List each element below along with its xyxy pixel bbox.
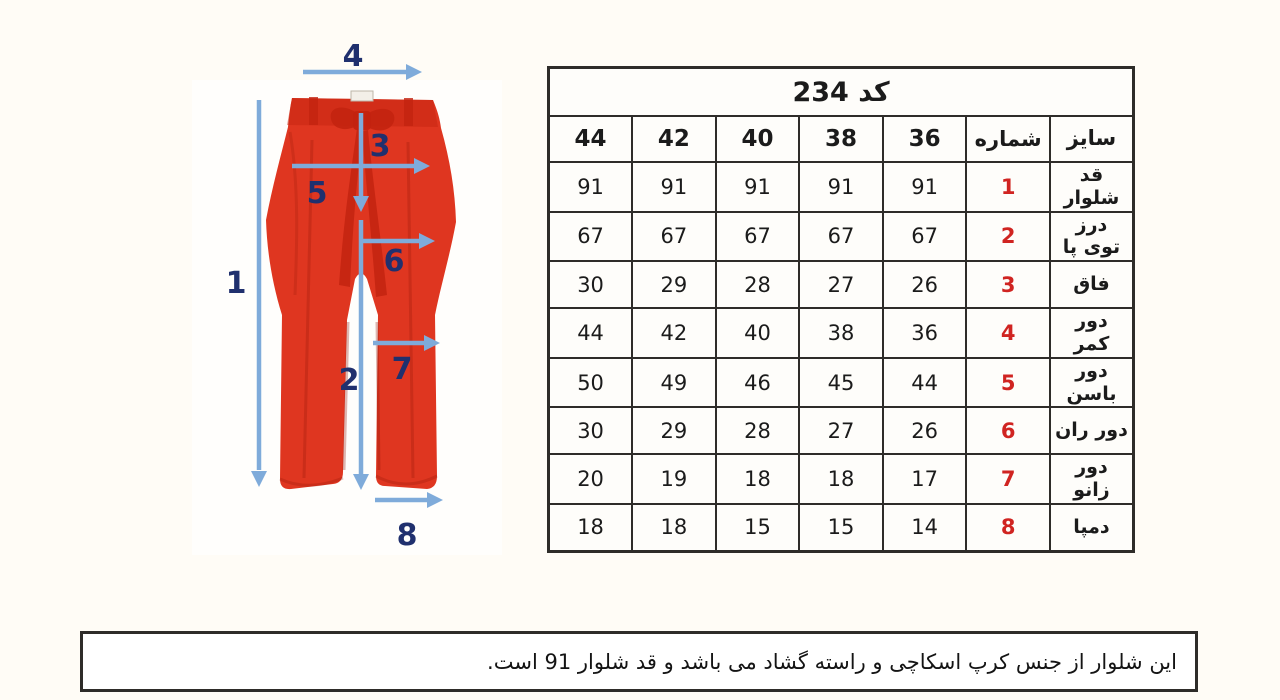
table-row <box>549 261 1134 308</box>
figure-label-8: 8 <box>396 518 418 553</box>
cell-value: 50 <box>549 358 633 408</box>
col-header-size-44: 44 <box>549 116 633 162</box>
row-label: دور زانو <box>1050 454 1134 504</box>
cell-value: 15 <box>716 504 800 552</box>
figure-label-1: 1 <box>225 266 247 301</box>
cell-value: 26 <box>883 261 967 308</box>
cell-value: 46 <box>716 358 800 408</box>
cell-value: 40 <box>716 308 800 358</box>
cell-value: 20 <box>549 454 633 504</box>
size-table <box>547 66 1135 553</box>
table-row <box>549 504 1134 552</box>
table-row <box>549 308 1134 358</box>
table-row <box>549 162 1134 212</box>
table-title: کد 234 <box>549 68 1134 117</box>
col-header-size-40: 40 <box>716 116 800 162</box>
row-number: 7 <box>966 454 1050 504</box>
figure-label-2: 2 <box>338 363 360 398</box>
cell-value: 19 <box>632 454 716 504</box>
row-label: قد شلوار <box>1050 162 1134 212</box>
table-row <box>549 454 1134 504</box>
cell-value: 67 <box>632 212 716 262</box>
row-label: فاق <box>1050 261 1134 308</box>
row-number: 5 <box>966 358 1050 408</box>
arrow-head-4 <box>406 64 422 80</box>
figure-label-3: 3 <box>369 129 391 164</box>
cell-value: 26 <box>883 407 967 454</box>
col-header-size-38: 38 <box>799 116 883 162</box>
row-label: دور ران <box>1050 407 1134 454</box>
row-label: دمپا <box>1050 504 1134 552</box>
pants-diagram-svg <box>180 30 510 570</box>
row-number: 3 <box>966 261 1050 308</box>
cell-value: 14 <box>883 504 967 552</box>
table-row <box>549 358 1134 408</box>
figure-label-5: 5 <box>306 176 328 211</box>
row-number: 8 <box>966 504 1050 552</box>
table-row <box>549 212 1134 262</box>
cell-value: 29 <box>632 407 716 454</box>
table-title-row <box>549 68 1134 117</box>
cell-value: 18 <box>799 454 883 504</box>
cell-value: 18 <box>549 504 633 552</box>
cell-value: 49 <box>632 358 716 408</box>
note-text: این شلوار از جنس کرپ اسکاچی و راسته گشاد می باشد و قد شلوار 91 است. <box>487 649 1177 674</box>
col-header-number: شماره <box>966 116 1050 162</box>
cell-value: 44 <box>549 308 633 358</box>
cell-value: 17 <box>883 454 967 504</box>
col-header-size: سایز <box>1050 116 1134 162</box>
cell-value: 67 <box>799 212 883 262</box>
figure-label-7: 7 <box>391 352 413 387</box>
note-box <box>80 631 1198 692</box>
cell-value: 18 <box>632 504 716 552</box>
figure-label-6: 6 <box>383 244 405 279</box>
cell-value: 28 <box>716 407 800 454</box>
row-number: 6 <box>966 407 1050 454</box>
cell-value: 91 <box>632 162 716 212</box>
cell-value: 27 <box>799 407 883 454</box>
pants-measurement-diagram <box>180 30 510 570</box>
waist-tag <box>351 91 373 101</box>
row-number: 2 <box>966 212 1050 262</box>
cell-value: 30 <box>549 407 633 454</box>
figure-label-4: 4 <box>342 39 364 74</box>
cell-value: 44 <box>883 358 967 408</box>
cell-value: 42 <box>632 308 716 358</box>
cell-value: 91 <box>883 162 967 212</box>
cell-value: 91 <box>799 162 883 212</box>
row-label: درز توی پا <box>1050 212 1134 262</box>
cell-value: 38 <box>799 308 883 358</box>
cell-value: 15 <box>799 504 883 552</box>
cell-value: 67 <box>883 212 967 262</box>
col-header-size-42: 42 <box>632 116 716 162</box>
cell-value: 91 <box>549 162 633 212</box>
cell-value: 36 <box>883 308 967 358</box>
table-header-row <box>549 116 1134 162</box>
cell-value: 27 <box>799 261 883 308</box>
cell-value: 30 <box>549 261 633 308</box>
row-label: دور کمر <box>1050 308 1134 358</box>
cell-value: 67 <box>716 212 800 262</box>
cell-value: 45 <box>799 358 883 408</box>
table-row <box>549 407 1134 454</box>
cell-value: 28 <box>716 261 800 308</box>
row-number: 1 <box>966 162 1050 212</box>
cell-value: 67 <box>549 212 633 262</box>
row-number: 4 <box>966 308 1050 358</box>
cell-value: 18 <box>716 454 800 504</box>
col-header-size-36: 36 <box>883 116 967 162</box>
cell-value: 91 <box>716 162 800 212</box>
cell-value: 29 <box>632 261 716 308</box>
row-label: دور باسن <box>1050 358 1134 408</box>
